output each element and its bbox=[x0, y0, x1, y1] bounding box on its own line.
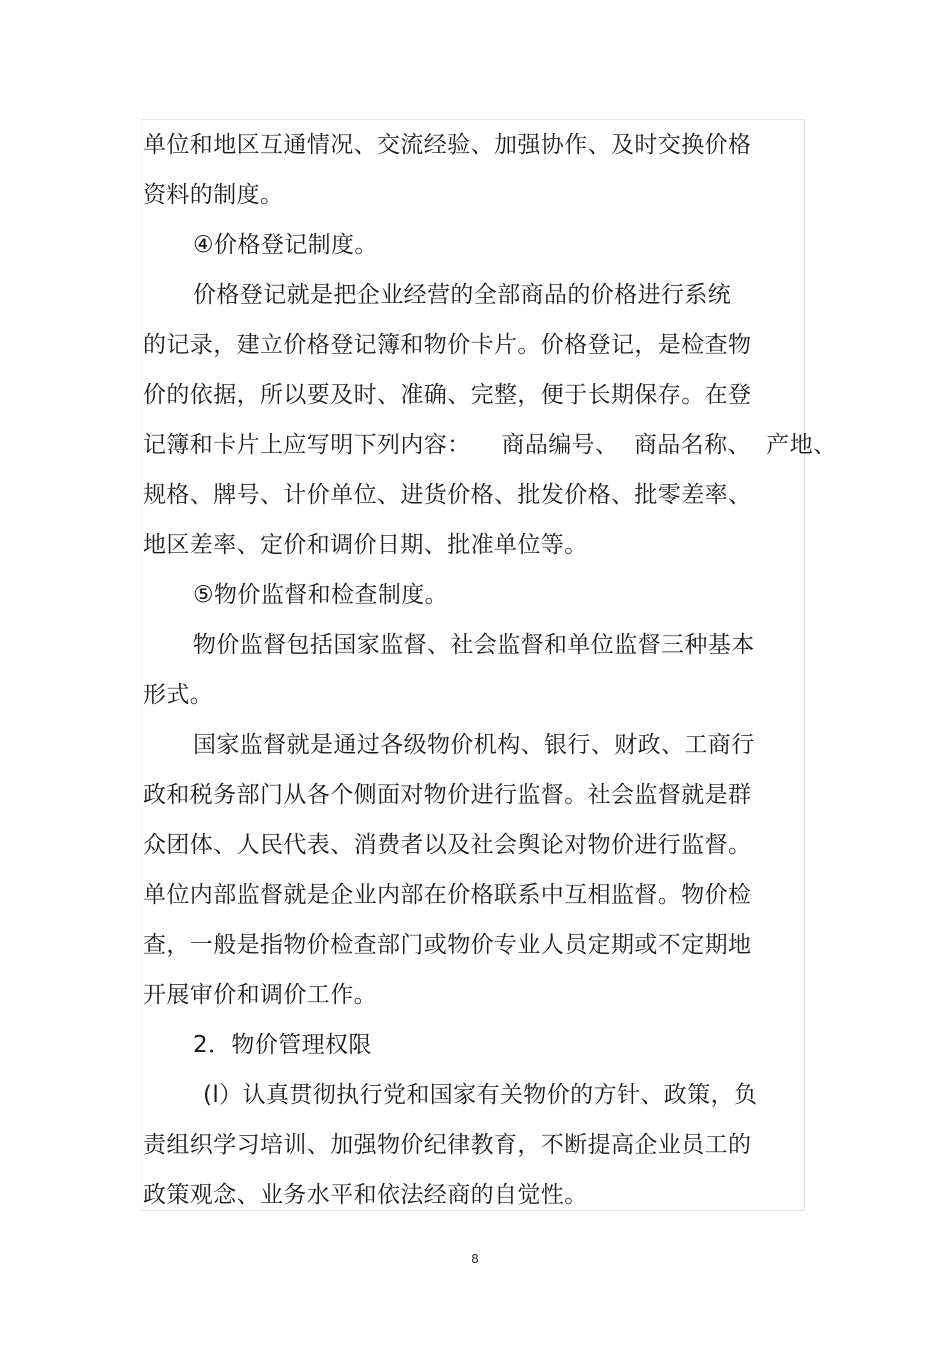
text-line-9: 地区差率、定价和调价日期、批准单位等。 bbox=[143, 532, 588, 558]
text-line-15: 众团体、人民代表、消费者以及社会舆论对物价进行监督。 bbox=[143, 832, 752, 858]
text-line-8: 规格、牌号、计价单位、进货价格、批发价格、批零差率、 bbox=[143, 482, 752, 508]
text-line-1: 单位和地区互通情况、交流经验、加强协作、及时交换价格 bbox=[143, 132, 752, 158]
text-line-12: 形式。 bbox=[143, 682, 214, 708]
text-line-21: 责组织学习培训、加强物价纪律教育，不断提高企业员工的 bbox=[143, 1132, 752, 1158]
text-line-20: (l）认真贯彻执行党和国家有关物价的方针、政策，负 bbox=[203, 1082, 758, 1108]
text-line-13: 国家监督就是通过各级物价机构、银行、财政、工商行 bbox=[193, 732, 755, 758]
text-line-14: 政和税务部门从各个侧面对物价进行监督。社会监督就是群 bbox=[143, 782, 752, 808]
heading-price-authority: 2．物价管理权限 bbox=[193, 1032, 372, 1058]
text-line-4: 价格登记就是把企业经营的全部商品的价格进行系统 bbox=[193, 282, 732, 308]
text-line-22: 政策观念、业务水平和依法经商的自觉性。 bbox=[143, 1182, 588, 1208]
text-line-2: 资料的制度。 bbox=[143, 182, 284, 208]
page-number: 8 bbox=[471, 1252, 479, 1266]
heading-price-registration: ④价格登记制度。 bbox=[193, 232, 378, 258]
text-line-11: 物价监督包括国家监督、社会监督和单位监督三种基本 bbox=[193, 632, 755, 658]
text-line-6: 价的依据，所以要及时、准确、完整，便于长期保存。在登 bbox=[143, 382, 752, 408]
text-line-16: 单位内部监督就是企业内部在价格联系中互相监督。物价检 bbox=[143, 882, 752, 908]
text-line-7: 记簿和卡片上应写明下列内容： 商品编号、 商品名称、 产地、 bbox=[143, 432, 837, 458]
text-line-17: 查，一般是指物价检查部门或物价专业人员定期或不定期地 bbox=[143, 932, 752, 958]
heading-price-supervision: ⑤物价监督和检查制度。 bbox=[193, 582, 449, 608]
text-line-18: 开展审价和调价工作。 bbox=[143, 982, 377, 1008]
text-line-5: 的记录，建立价格登记簿和物价卡片。价格登记，是检查物 bbox=[143, 332, 752, 358]
